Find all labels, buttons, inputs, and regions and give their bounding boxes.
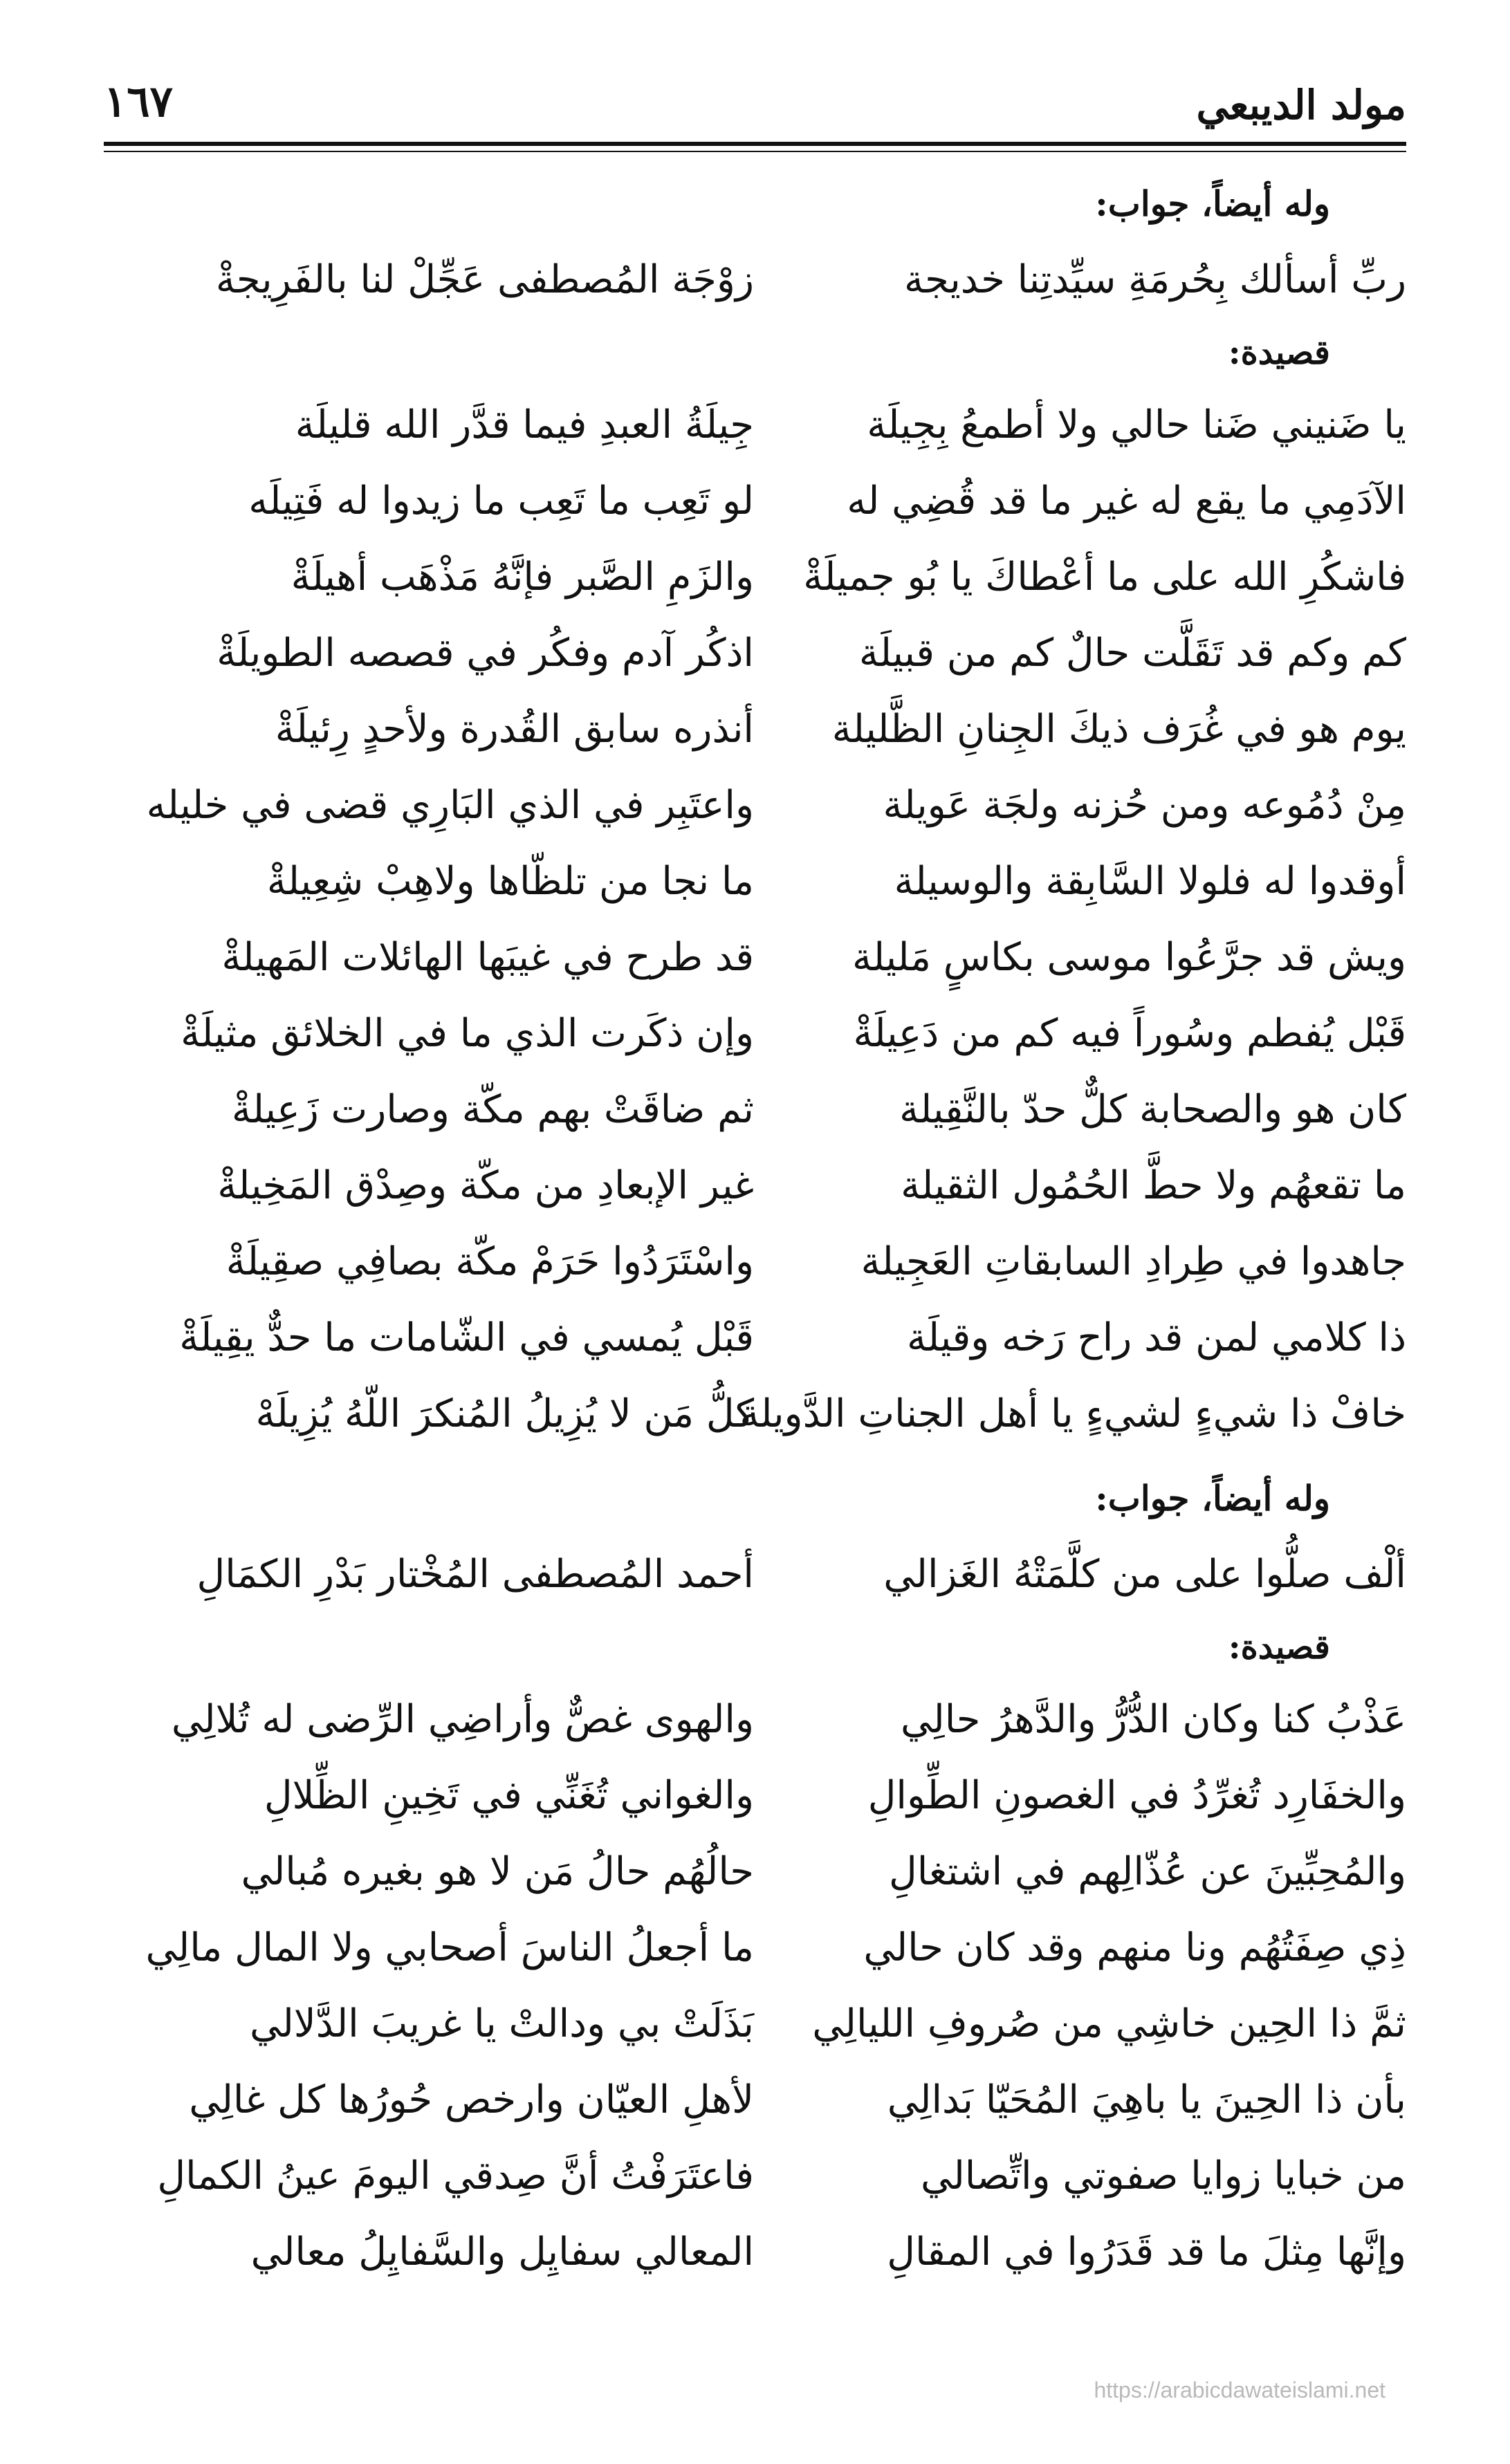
verse-first-hemistich: بأن ذا الحِينَ يا باهِيَ المُحَيّا بَدالِي <box>887 2077 1406 2122</box>
verse-first-hemistich: كان هو والصحابة كلٌّ حدّ بالنَّقِيلة <box>899 1087 1406 1132</box>
verse-row <box>138 1986 1406 2062</box>
verse-first-hemistich: يا ضَنيني ضَنا حالي ولا أطمعُ بِجِيلَة <box>867 402 1406 447</box>
verse-first-hemistich: خافْ ذا شيءٍ لشيءٍ يا أهل الجناتِ الدَّويلة <box>739 1391 1406 1436</box>
verse-second-hemistich: لو تَعِب ما تَعِب ما زيدوا له فَتِيلَه <box>248 479 754 524</box>
verse-first-hemistich: ذا كلامي لمن قد راح رَخه وقيلَة <box>907 1315 1406 1360</box>
verse-row <box>138 1224 1406 1300</box>
verse-first-hemistich: الآدَمِي ما يقع له غير ما قد قُضِي له <box>847 479 1406 524</box>
verse-second-hemistich: فاعتَرَفْتُ أنَّ صِدقي اليومَ عينُ الكمالِ <box>157 2153 754 2198</box>
verse-second-hemistich: قَبْل يُمسي في الشّامات ما حدٌّ يقِيلَةْ <box>179 1315 754 1360</box>
verse-row <box>138 692 1406 768</box>
verse-second-hemistich: ثم ضاقَتْ بهم مكّة وصارت زَعِيلةْ <box>231 1087 754 1132</box>
running-title: مولد الديبعي <box>1196 82 1406 129</box>
verse-second-hemistich: أحمد المُصطفى المُخْتار بَدْرِ الكمَالِ <box>196 1552 754 1597</box>
qasida-heading: قصيدة: <box>1228 333 1330 372</box>
verse-row <box>138 768 1406 844</box>
verse-row <box>138 1910 1406 1986</box>
verse-second-hemistich: المعالي سفايِل والسَّفايِلُ معالي <box>250 2230 754 2275</box>
site-watermark: https://arabicdawateislami.net <box>1094 2378 1385 2402</box>
verse-second-hemistich: واعتَبِر في الذي البَارِي قضى في خليله <box>146 783 754 828</box>
qasida-verses <box>138 1682 1406 2290</box>
qasida-heading: قصيدة: <box>1228 1628 1330 1667</box>
verse-row <box>138 1758 1406 1834</box>
qasida-verses <box>138 387 1406 1452</box>
verse-row <box>138 1834 1406 1910</box>
verse-second-hemistich: ما أجعلُ الناسَ أصحابي ولا المال مالِي <box>145 1925 754 1970</box>
verse-row <box>138 2062 1406 2138</box>
verse-second-hemistich: والهوى غصٌّ وأراضِي الرِّضى له تُلالِي <box>171 1697 754 1742</box>
verse-second-hemistich: بَذَلَتْ بي ودالتْ يا غريبَ الدَّلالي <box>250 2001 754 2046</box>
verse-second-hemistich: جِيلَةُ العبدِ فيما قدَّر الله قليلَة <box>295 402 754 447</box>
verse-first-hemistich: أوقدوا له فلولا السَّابِقة والوسيلة <box>894 859 1406 904</box>
verse-first-hemistich: ذِي صِفَتُهُم ونا منهم وقد كان حالي <box>863 1925 1406 1970</box>
verse-first-hemistich: ربِّ أسألك بِحُرمَةِ سيِّدتِنا خديجة <box>904 257 1406 302</box>
verse-second-hemistich: اذكُر آدم وفكُر في قصصه الطويلَةْ <box>217 631 754 676</box>
verse-row <box>138 1072 1406 1148</box>
opening-verse <box>138 242 1406 318</box>
page-number: ١٦٧ <box>104 76 173 127</box>
verse-first-hemistich: ما تقعهُم ولا حطَّ الحُمُول الثقيلة <box>901 1163 1406 1208</box>
verse-row <box>138 844 1406 920</box>
verse-first-hemistich: يوم هو في غُرَف ذيكَ الجِنانِ الظَّليلة <box>831 707 1406 752</box>
verse-first-hemistich: جاهدوا في طِرادِ السابقاتِ العَجِيلة <box>860 1239 1406 1284</box>
verse-second-hemistich: حالُهُم حالُ مَن لا هو بغيره مُبالي <box>241 1849 754 1894</box>
verse-first-hemistich: والخفَارِد تُغرِّدُ في الغصونِ الطِّوالِ <box>867 1773 1406 1818</box>
verse-row <box>138 539 1406 615</box>
verse-first-hemistich: ويش قد جرَّعُوا موسى بكاسٍ مَليلة <box>851 935 1406 980</box>
opening-verse <box>138 1537 1406 1613</box>
verse-second-hemistich: والزَمِ الصَّبر فإنَّهُ مَذْهَب أهيلَةْ <box>291 555 754 600</box>
verse-first-hemistich: كم وكم قد تَقَلَّت حالٌ كم من قبيلَة <box>858 631 1406 676</box>
verse-second-hemistich: وإن ذكَرت الذي ما في الخلائق مثيلَةْ <box>181 1011 754 1056</box>
section-intro: وله أيضاً، جواب: <box>1095 1478 1330 1519</box>
verse-first-hemistich: مِنْ دُمُوعه ومن حُزنه ولجَة عَويلة <box>883 783 1406 828</box>
verse-second-hemistich: كلُّ مَن لا يُزِيلُ المُنكرَ اللّهُ يُزِيلَهْ <box>255 1391 754 1436</box>
verse-first-hemistich: قَبْل يُفطم وسُوراً فيه كم من دَعِيلَةْ <box>853 1011 1406 1056</box>
verse-row <box>138 996 1406 1072</box>
page-header <box>104 69 1406 145</box>
verse-row <box>138 1682 1406 1758</box>
verse-row <box>138 1148 1406 1224</box>
header-rule-thin <box>104 151 1406 152</box>
verse-row <box>138 1300 1406 1376</box>
verse-first-hemistich: والمُحِبِّينَ عن عُذّالِهم في اشتغالِ <box>889 1849 1406 1894</box>
verse-row <box>138 615 1406 692</box>
verse-first-hemistich: وإنَّها مِثلَ ما قد قَدَرُوا في المقالِ <box>887 2230 1406 2275</box>
verse-first-hemistich: ثمَّ ذا الحِين خاشِي من صُروفِ الليالِي <box>812 2001 1406 2046</box>
verse-row <box>138 2214 1406 2290</box>
page-body <box>138 166 1406 2290</box>
header-rule-thick <box>104 142 1406 146</box>
verse-first-hemistich: من خبايا زوايا صفوتي واتِّصالي <box>921 2153 1406 2198</box>
verse-second-hemistich: أنذره سابق القُدرة ولأحدٍ رِئيلَةْ <box>275 707 754 752</box>
section-intro: وله أيضاً، جواب: <box>1095 183 1330 224</box>
verse-row <box>138 387 1406 463</box>
verse-second-hemistich: قد طرح في غيبَها الهائلات المَهيلةْ <box>221 935 754 980</box>
verse-first-hemistich: عَذْبُ كنا وكان الدُّرُّ والدَّهرُ حالِي <box>900 1697 1406 1742</box>
verse-second-hemistich: ما نجا من تلظّاها ولاهِبْ شِعِيلةْ <box>266 859 754 904</box>
verse-second-hemistich: زوْجَة المُصطفى عَجِّلْ لنا بالفَرِيجةْ <box>215 257 754 302</box>
verse-row <box>138 463 1406 539</box>
verse-row <box>138 1376 1406 1452</box>
verse-second-hemistich: والغواني تُغَنِّي في تَخِينِ الظِّلالِ <box>264 1773 754 1818</box>
verse-row <box>138 920 1406 996</box>
verse-first-hemistich: ألْف صلُّوا على من كلَّمَتْهُ الغَزالي <box>883 1552 1406 1597</box>
verse-second-hemistich: غير الإبعادِ من مكّة وصِدْق المَخِيلةْ <box>217 1163 754 1208</box>
verse-second-hemistich: لأهلِ العيّان وارخص حُورُها كل غالِي <box>189 2077 754 2122</box>
verse-row <box>138 2138 1406 2214</box>
verse-second-hemistich: واسْتَرَدُوا حَرَمْ مكّة بصافِي صقِيلَةْ <box>225 1239 754 1284</box>
verse-first-hemistich: فاشكُرِ الله على ما أعْطاكَ يا بُو جميلَةْ <box>803 555 1406 600</box>
